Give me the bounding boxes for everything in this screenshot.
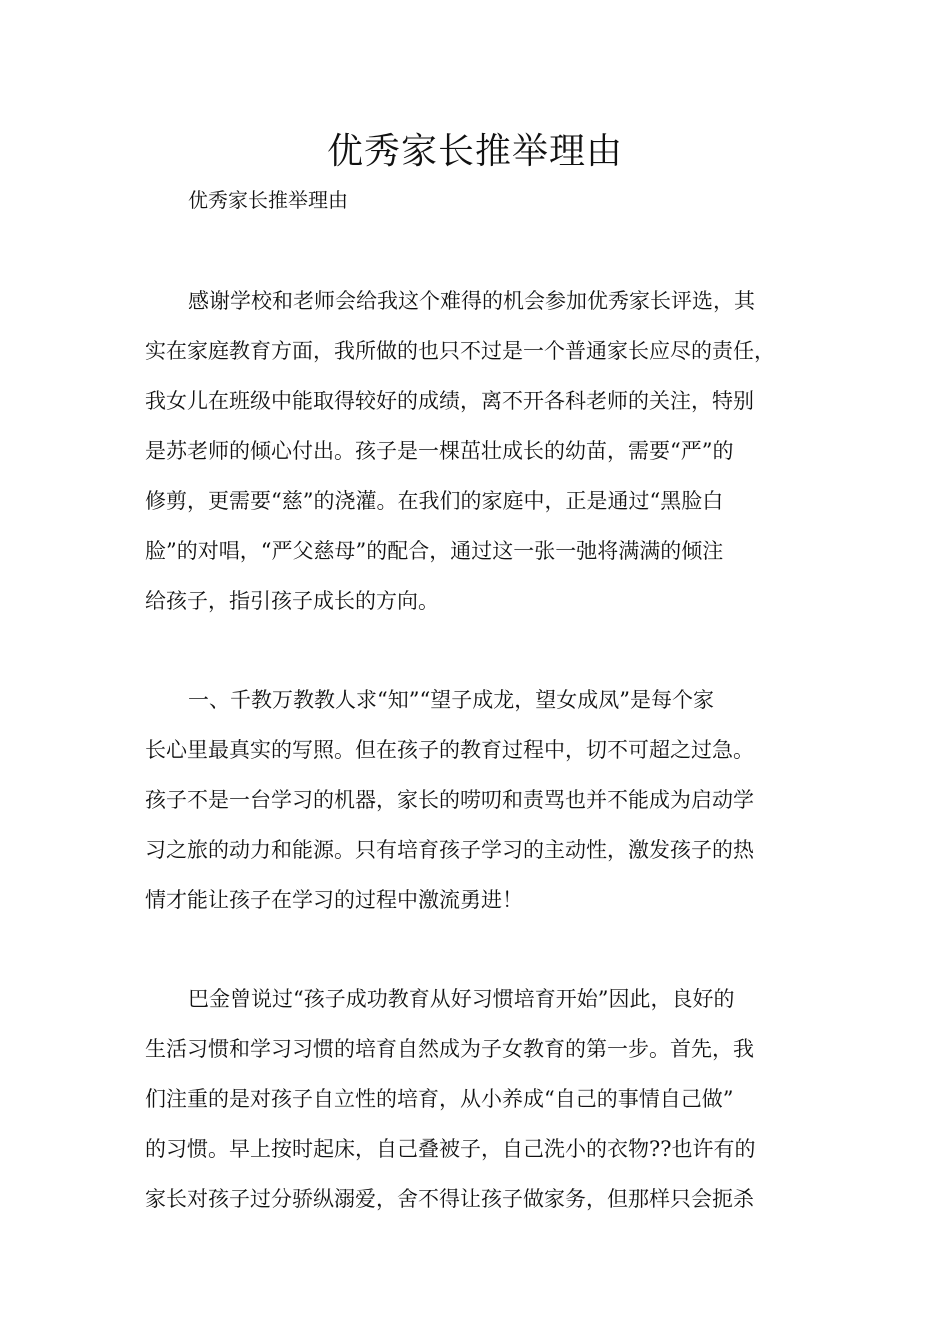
paragraph-2-line-2: 长心里最真实的写照。但在孩子的教育过程中，切不可超之过急。 <box>145 738 754 762</box>
paragraph-3-line-2: 生活习惯和学习习惯的培育自然成为子女教育的第一步。首先，我 <box>145 1037 754 1061</box>
paragraph-3-line-5: 家长对孩子过分骄纵溺爱，舍不得让孩子做家务，但那样只会扼杀 <box>145 1187 754 1211</box>
paragraph-1-line-6: 脸”的对唱，“严父慈母”的配合，通过这一张一弛将满满的倾注 <box>145 539 724 563</box>
paragraph-2-line-5: 情才能让孩子在学习的过程中激流勇进！ <box>145 888 523 912</box>
paragraph-2-line-3: 孩子不是一台学习的机器，家长的唠叨和责骂也并不能成为启动学 <box>145 788 754 812</box>
paragraph-2-line-1: 一、千教万教教人求“知”“望子成龙，望女成凤”是每个家 <box>188 688 714 712</box>
paragraph-1-line-5: 修剪，更需要“慈”的浇灌。在我们的家庭中，正是通过“黑脸白 <box>145 489 724 513</box>
paragraph-2-line-4: 习之旅的动力和能源。只有培育孩子学习的主动性，激发孩子的热 <box>145 838 754 862</box>
paragraph-1-line-3: 我女儿在班级中能取得较好的成绩，离不开各科老师的关注，特别 <box>145 389 754 413</box>
paragraph-1-line-7: 给孩子，指引孩子成长的方向。 <box>145 589 439 613</box>
document-subtitle: 优秀家长推举理由 <box>188 188 348 212</box>
paragraph-1-line-2: 实在家庭教育方面，我所做的也只不过是一个普通家长应尽的责任， <box>145 339 775 363</box>
paragraph-3-line-4: 的习惯。早上按时起床，自己叠被子，自己洗小的衣物??也许有的 <box>145 1137 756 1161</box>
document-title: 优秀家长推举理由 <box>326 131 623 172</box>
paragraph-3-line-3: 们注重的是对孩子自立性的培育，从小养成“自己的事情自己做” <box>145 1087 734 1111</box>
paragraph-1-line-4: 是苏老师的倾心付出。孩子是一棵茁壮成长的幼苗，需要“严”的 <box>145 439 734 463</box>
paragraph-3-line-1: 巴金曾说过“孩子成功教育从好习惯培育开始”因此，良好的 <box>188 987 735 1011</box>
paragraph-1-line-1: 感谢学校和老师会给我这个难得的机会参加优秀家长评选，其 <box>188 289 755 313</box>
